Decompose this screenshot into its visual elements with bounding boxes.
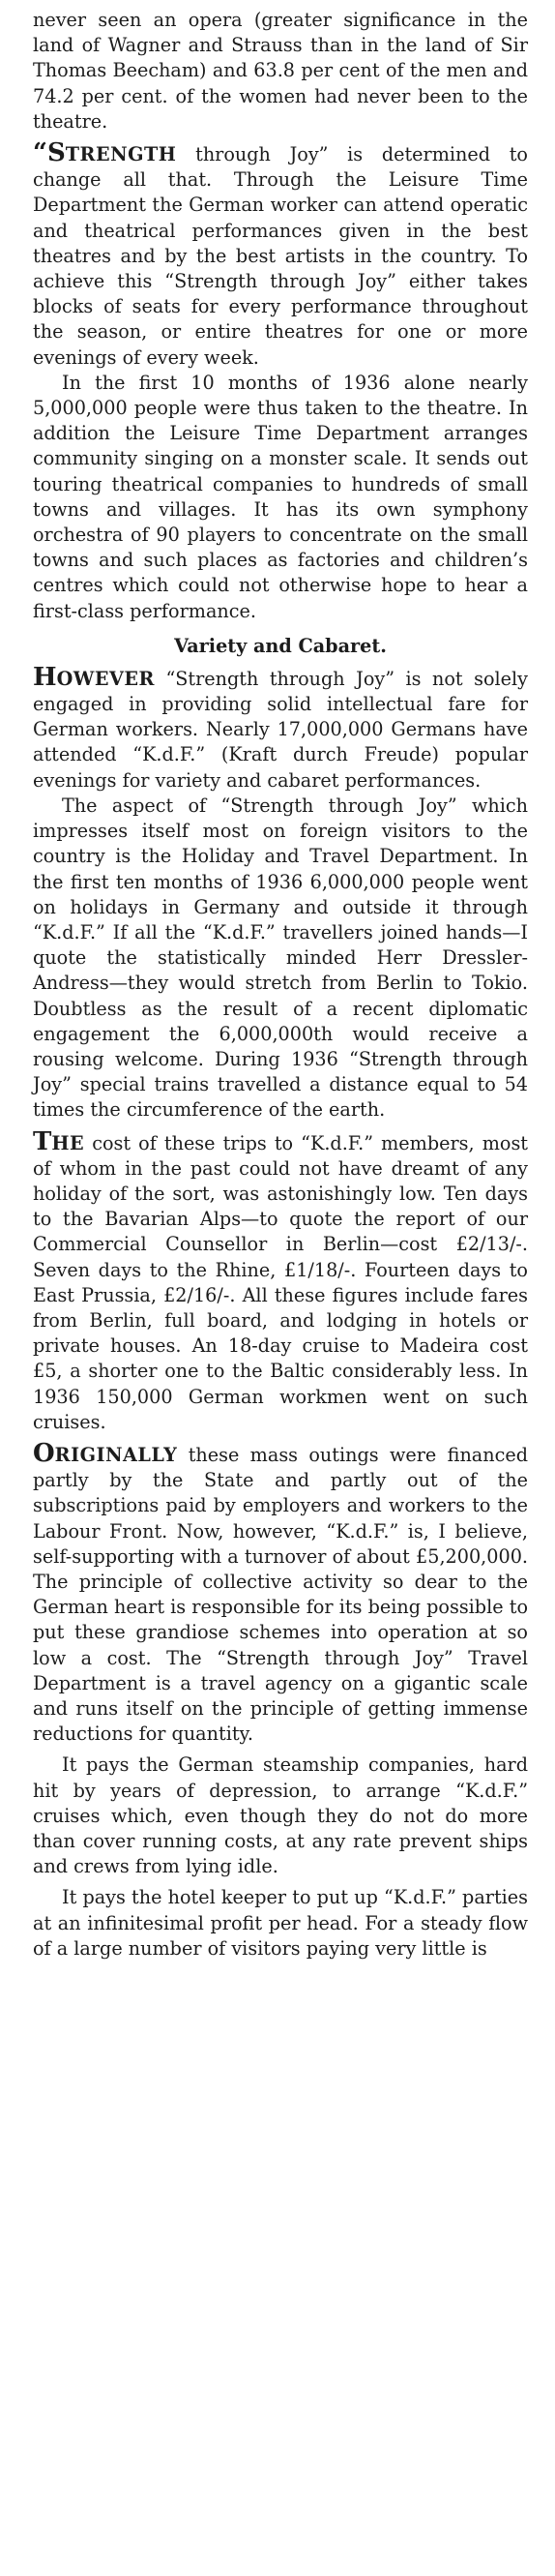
paragraph-originally: [33, 1438, 528, 1747]
drop-cap: O: [33, 1438, 55, 1468]
drop-cap: “S: [33, 138, 66, 168]
lead-word: RIGINALLY: [54, 1443, 178, 1466]
lead-word: HE: [51, 1131, 85, 1154]
paragraph-however: [33, 662, 528, 794]
subheading-variety-cabaret: Variety and Cabaret.: [174, 634, 387, 657]
paragraph-body: these mass outings were financed partly by the State and partly out of the subscriptions paid by employers and workers to the Labour Front. Now, however, “K.d.F.” is, I believe, self-supporting with a turnover of about £5,200,000. The principle of collective activity so dear to the German heart is responsible for its being possible to put these grandiose schemes into operation at so low a cost. The “Strength through Joy” Travel Department is a travel agency on a gigantic scale and runs itself on the principle of getting immense reductions for quantity.: [33, 1443, 528, 1746]
paragraph-body: “Strength through Joy” is not solely engaged in providing solid intellectual fare for German workers. Nearly 17,000,000 Germans have attended “K.d.F.” (Kraft durch Freude) popular evenings for variety and cabaret performances.: [33, 667, 528, 792]
paragraph-continuation: never seen an opera (greater significance in the land of Wagner and Strauss than in the land of Sir Thomas Beecham) and 63.8 per cent of the men and 74.2 per cent. of the women had never been to the theatre.: [33, 9, 528, 133]
paragraph-holiday-travel: The aspect of “Strength through Joy” which impresses itself most on foreign visitors to the country is the Holiday and Travel Department. In the first ten months of 1936 6,000,000 people went on holidays in Germany and outside it through “K.d.F.” If all the “K.d.F.” travellers joined hands—I quote the statistically minded Herr Dressler-Andress—they would stretch from Berlin to Tokio. Doubtless as the result of a recent diplomatic engagement the 6,000,000th would receive a rousing welcome. During 1936 “Strength through Joy” special trains travelled a distance equal to 54 times the circumference of the earth.: [33, 794, 528, 1122]
paragraph-body: through Joy” is determined to change all that. Through the Leisure Time Department the German worker can attend operatic and theatrical performances given in the best theatres and by the best artists in the country. To achieve this “Strength through Joy” either takes blocks of seats for every performance throughout the season, or entire theatres for one or more evenings of every week.: [33, 143, 528, 369]
paragraph-strength-through-joy: [33, 140, 528, 371]
paragraph-hotel-keeper: It pays the hotel keeper to put up “K.d.F.” parties at an infinitesimal profit per head. For a steady flow of a large number of visitors paying very little is: [33, 1886, 528, 1960]
drop-cap: H: [33, 662, 57, 692]
paragraph-trip-costs: [33, 1126, 528, 1435]
paragraph-body: cost of these trips to “K.d.F.” members, most of whom in the past could not have dreamt of any holiday of the sort, was astonishingly low. Ten days to the Bavarian Alps—to quote the report of our Commercial Counsellor in Berlin—cost £2/13/-. Seven days to the Rhine, £1/18/-. Fourteen days to East Prussia, £2/16/-. All these figures include fares from Berlin, full board, and lodging in hotels or private houses. An 18-day cruise to Madeira cost £5, a shorter one to the Baltic considerably less. In 1936 150,000 German workmen went on such cruises.: [33, 1131, 528, 1433]
lead-word: OWEVER: [56, 667, 155, 690]
paragraph-steamship: It pays the German steamship companies, hard hit by years of depression, to arrange “K.d.F.” cruises which, even though they do not do more than cover running costs, at any rate prevent ships and crews from lying idle.: [33, 1753, 528, 1878]
drop-cap: T: [33, 1126, 52, 1156]
article-column: [33, 8, 528, 1962]
paragraph-theatre-figures: In the first 10 months of 1936 alone nearly 5,000,000 people were thus taken to the theatre. In addition the Leisure Time Department arranges community singing on a monster scale. It sends out touring theatrical companies to hundreds of small towns and villages. It has its own symphony orchestra of 90 players to concentrate on the small towns and such places as factories and children’s centres which could not otherwise hope to hear a first-class performance.: [33, 371, 528, 622]
lead-word: TRENGTH: [65, 143, 177, 166]
